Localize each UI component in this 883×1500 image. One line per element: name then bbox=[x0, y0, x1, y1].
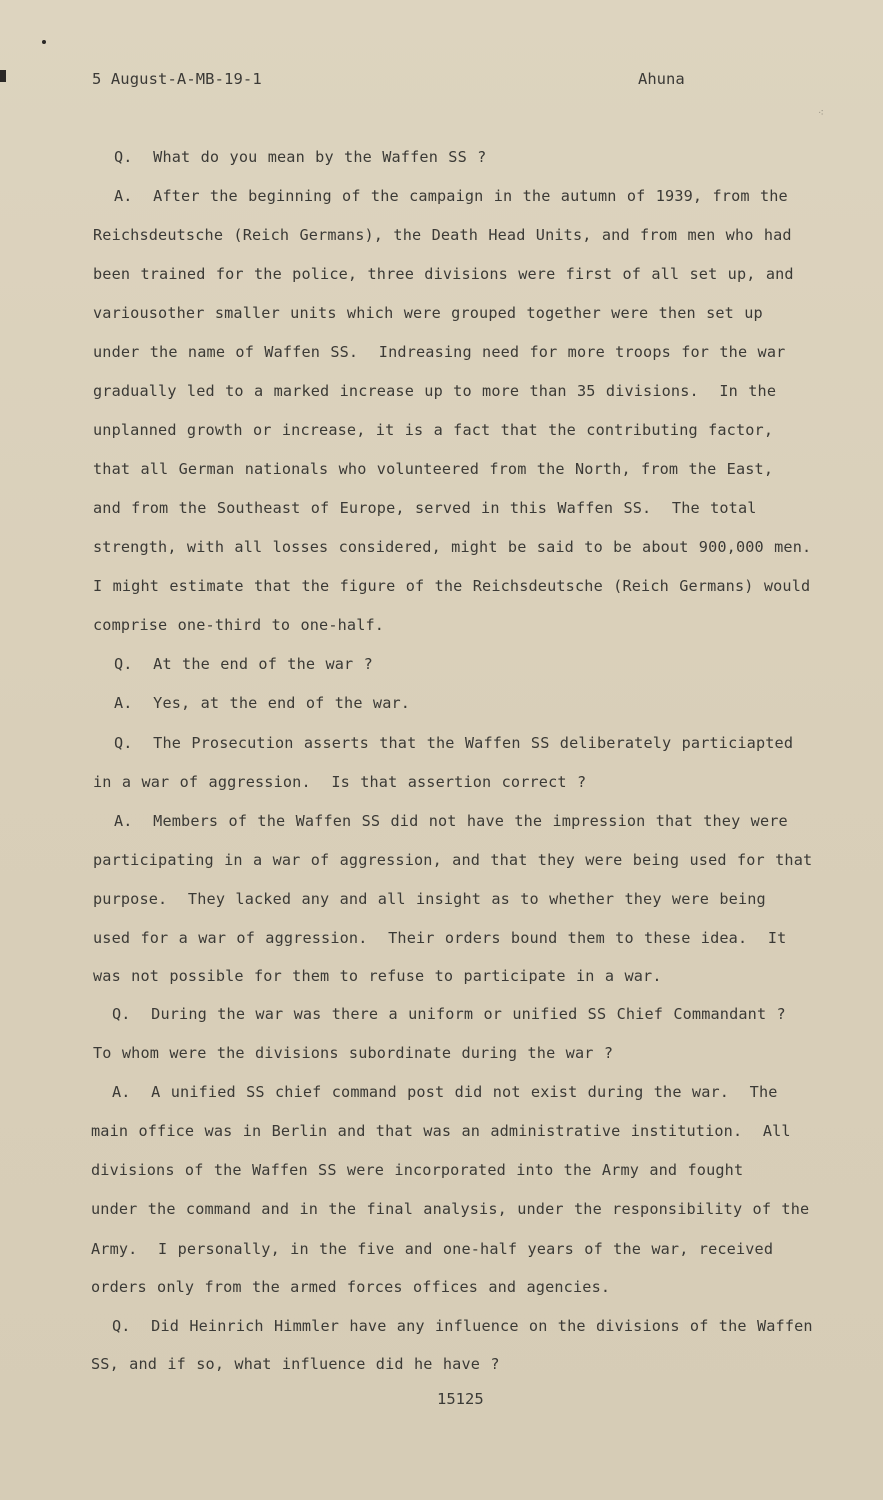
text-line: A. A unified SS chief command post did not exist during the war. The bbox=[112, 1083, 778, 1101]
text-line: A. After the beginning of the campaign in the autumn of 1939, from the bbox=[114, 187, 788, 205]
text-line: used for a war of aggression. Their orders bound them to these idea. It bbox=[93, 929, 787, 947]
text-line: been trained for the police, three divisions were first of all set up, and bbox=[93, 265, 794, 283]
text-line: purpose. They lacked any and all insight as to whether they were being bbox=[93, 890, 766, 908]
document-reference: 5 August-A-MB-19-1 bbox=[92, 70, 262, 88]
text-line: that all German nationals who volunteered from the North, from the East, bbox=[93, 460, 774, 478]
text-line: participating in a war of aggression, and that they were being used for that bbox=[93, 851, 813, 869]
text-line: SS, and if so, what influence did he have ? bbox=[91, 1355, 500, 1373]
text-line: variousother smaller units which were grouped together were then set up bbox=[93, 304, 763, 322]
text-line: unplanned growth or increase, it is a fact that the contributing factor, bbox=[93, 421, 774, 439]
ink-dot-mark bbox=[42, 40, 46, 44]
text-line: divisions of the Waffen SS were incorporated into the Army and fought bbox=[91, 1161, 744, 1179]
text-line: strength, with all losses considered, might be said to be about 900,000 men. bbox=[93, 538, 812, 556]
text-line: Reichsdeutsche (Reich Germans), the Death Head Units, and from men who had bbox=[93, 226, 792, 244]
text-line: To whom were the divisions subordinate during the war ? bbox=[93, 1044, 614, 1062]
text-line: gradually led to a marked increase up to more than 35 divisions. In the bbox=[93, 382, 777, 400]
text-line: Q. Did Heinrich Himmler have any influence on the divisions of the Waffen bbox=[112, 1317, 813, 1335]
text-line: orders only from the armed forces offices and agencies. bbox=[91, 1278, 611, 1296]
witness-name: Ahuna bbox=[638, 70, 685, 88]
text-line: I might estimate that the figure of the Reichsdeutsche (Reich Germans) would bbox=[93, 577, 811, 595]
paper-speck: ⁖ bbox=[818, 108, 824, 119]
text-line: Army. I personally, in the five and one-half years of the war, received bbox=[91, 1240, 774, 1258]
text-line: Q. At the end of the war ? bbox=[114, 655, 373, 673]
text-line: main office was in Berlin and that was an administrative institution. All bbox=[91, 1122, 791, 1140]
text-line: Q. The Prosecution asserts that the Waffen SS deliberately particiapted bbox=[114, 734, 794, 752]
text-line: was not possible for them to refuse to participate in a war. bbox=[93, 967, 662, 985]
text-line: under the name of Waffen SS. Indreasing need for more troops for the war bbox=[93, 343, 786, 361]
page-number: 15125 bbox=[437, 1390, 484, 1408]
punch-hole-mark bbox=[0, 70, 6, 82]
text-line: under the command and in the final analysis, under the responsibility of the bbox=[91, 1200, 810, 1218]
text-line: A. Yes, at the end of the war. bbox=[114, 694, 411, 712]
text-line: comprise one-third to one-half. bbox=[93, 616, 385, 634]
text-line: Q. What do you mean by the Waffen SS ? bbox=[114, 148, 487, 166]
text-line: in a war of aggression. Is that assertion correct ? bbox=[93, 773, 587, 791]
text-line: A. Members of the Waffen SS did not have the impression that they were bbox=[114, 812, 788, 830]
text-line: and from the Southeast of Europe, served in this Waffen SS. The total bbox=[93, 499, 757, 517]
text-line: Q. During the war was there a uniform or unified SS Chief Commandant ? bbox=[112, 1005, 786, 1023]
